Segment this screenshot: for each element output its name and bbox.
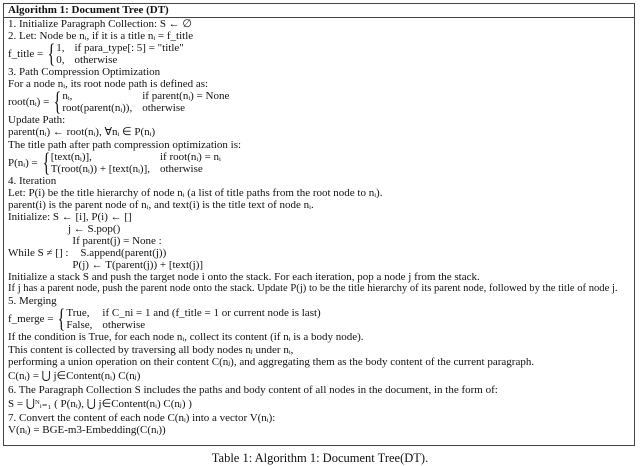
step-4-parent: parent(i) is the parent node of nᵢ, and text(i) is the title text of node nᵢ. [8, 198, 314, 211]
case-value: 1, [56, 42, 65, 55]
case-value: nᵢ, [62, 90, 73, 103]
case-condition: otherwise [142, 102, 185, 115]
case-value: 0, [56, 54, 65, 67]
step-4-stack-desc: Initialize a stack S and push the target node i onto the stack. For each iteration, pop a node j from the stack. [8, 271, 480, 284]
root-cases [8, 87, 630, 117]
case-condition: if parent(nᵢ) = None [142, 90, 230, 103]
case-condition: if para_type[: 5] = "title" [74, 42, 184, 55]
brace-icon: { [58, 304, 66, 334]
step-7: 7. Convert the content of each node C(nᵢ) into a vector V(nᵢ): [8, 411, 276, 424]
step-4-let: Let: P(i) be the title hierarchy of node nᵢ (a list of title paths from the root node to nᵢ). [8, 186, 383, 199]
step-4-init: Initialize: S ← [i], P(i) ← [] [8, 210, 132, 223]
step-4: 4. Iteration [8, 174, 57, 187]
case-value: T(root(nᵢ)) + [text(nᵢ)], [50, 162, 150, 175]
merge-lhs: f_merge = [8, 313, 54, 326]
update-path-eq: parent(nᵢ) ← root(nᵢ), ∀nᵢ ∈ P(nᵢ) [8, 126, 156, 139]
step-2: 2. Let: Node be nᵢ, if it is a title nᵢ = f_title [8, 30, 194, 43]
root-lhs: root(nᵢ) = [8, 96, 50, 109]
case-value: [text(nᵢ)], [50, 150, 92, 163]
algorithm-title: Algorithm 1: Document Tree (DT) [4, 4, 634, 18]
merge-cases [8, 304, 630, 334]
case-condition: otherwise [74, 54, 118, 67]
while-if: If parent(j) = None : [72, 235, 162, 248]
while-block [8, 235, 630, 271]
case-value: False, [66, 319, 93, 332]
step-5-union: performing a union operation on their content C(nⱼ), and aggregating them as the body content of the current paragraph. [8, 355, 535, 368]
update-path-label: Update Path: [8, 114, 66, 127]
step-5-cond: If the condition is True, for each node nᵢ, collect its content (if nᵢ is a body node). [8, 331, 364, 344]
step-6-eq: S = ⋃ᴺᵢ₌₁ ( P(nᵢ), ⋃ j∈Content(nᵢ) C(nⱼ) ) [8, 397, 192, 410]
f-title-lhs: f_title = [8, 48, 44, 61]
case-condition: otherwise [160, 162, 203, 175]
case-condition: if root(nᵢ) = nᵢ [160, 150, 221, 163]
algorithm-body [4, 18, 634, 436]
case-value: True, [66, 307, 90, 320]
case-condition: otherwise [102, 319, 146, 332]
case-condition: if C_ni = 1 and (f_title = 1 or current node is last) [102, 307, 321, 320]
step-6: 6. The Paragraph Collection S includes the paths and body content of all nodes in the document, in the form of: [8, 383, 498, 396]
step-5-eq: C(nᵢ) = ⋃ j∈Content(nᵢ) C(nⱼ) [8, 369, 141, 382]
while-append: S.append(parent(j)) [80, 247, 167, 260]
step-4-pop: j ← S.pop() [68, 223, 121, 236]
step-3: 3. Path Compression Optimization [8, 66, 161, 79]
step-3-desc: For a node nᵢ, its root node path is defined as: [8, 78, 209, 91]
p-cases [8, 147, 630, 177]
step-1: 1. Initialize Paragraph Collection: S ← ∅ [8, 18, 193, 30]
step-5: 5. Merging [8, 295, 57, 308]
brace-icon: { [47, 39, 56, 69]
f-title-cases [8, 39, 630, 69]
while-update: P(j) ← T(parent(j)) + [text(j)] [72, 259, 204, 272]
while-lhs: While S ≠ [] : [8, 247, 69, 260]
p-lhs: P(nᵢ) = [8, 156, 38, 169]
table-caption: Table 1: Algorithm 1: Document Tree(DT). [211, 451, 429, 465]
step-7-eq: V(nᵢ) = BGE-m3-Embedding(C(nᵢ)) [8, 423, 166, 436]
step-4-parent-desc: If j has a parent node, push the parent node onto the stack. Update P(j) to be the title hierarchy of its parent node, followed by the title of node j. [8, 283, 618, 295]
step-5-traverse: This content is collected by traversing all body nodes nⱼ under nᵢ, [8, 343, 294, 356]
brace-icon: { [53, 87, 62, 117]
brace-icon: { [42, 147, 50, 177]
case-value: root(parent(nᵢ)), [62, 102, 133, 115]
algorithm-box [3, 3, 635, 446]
title-path-desc: The title path after path compression optimization is: [8, 138, 242, 151]
